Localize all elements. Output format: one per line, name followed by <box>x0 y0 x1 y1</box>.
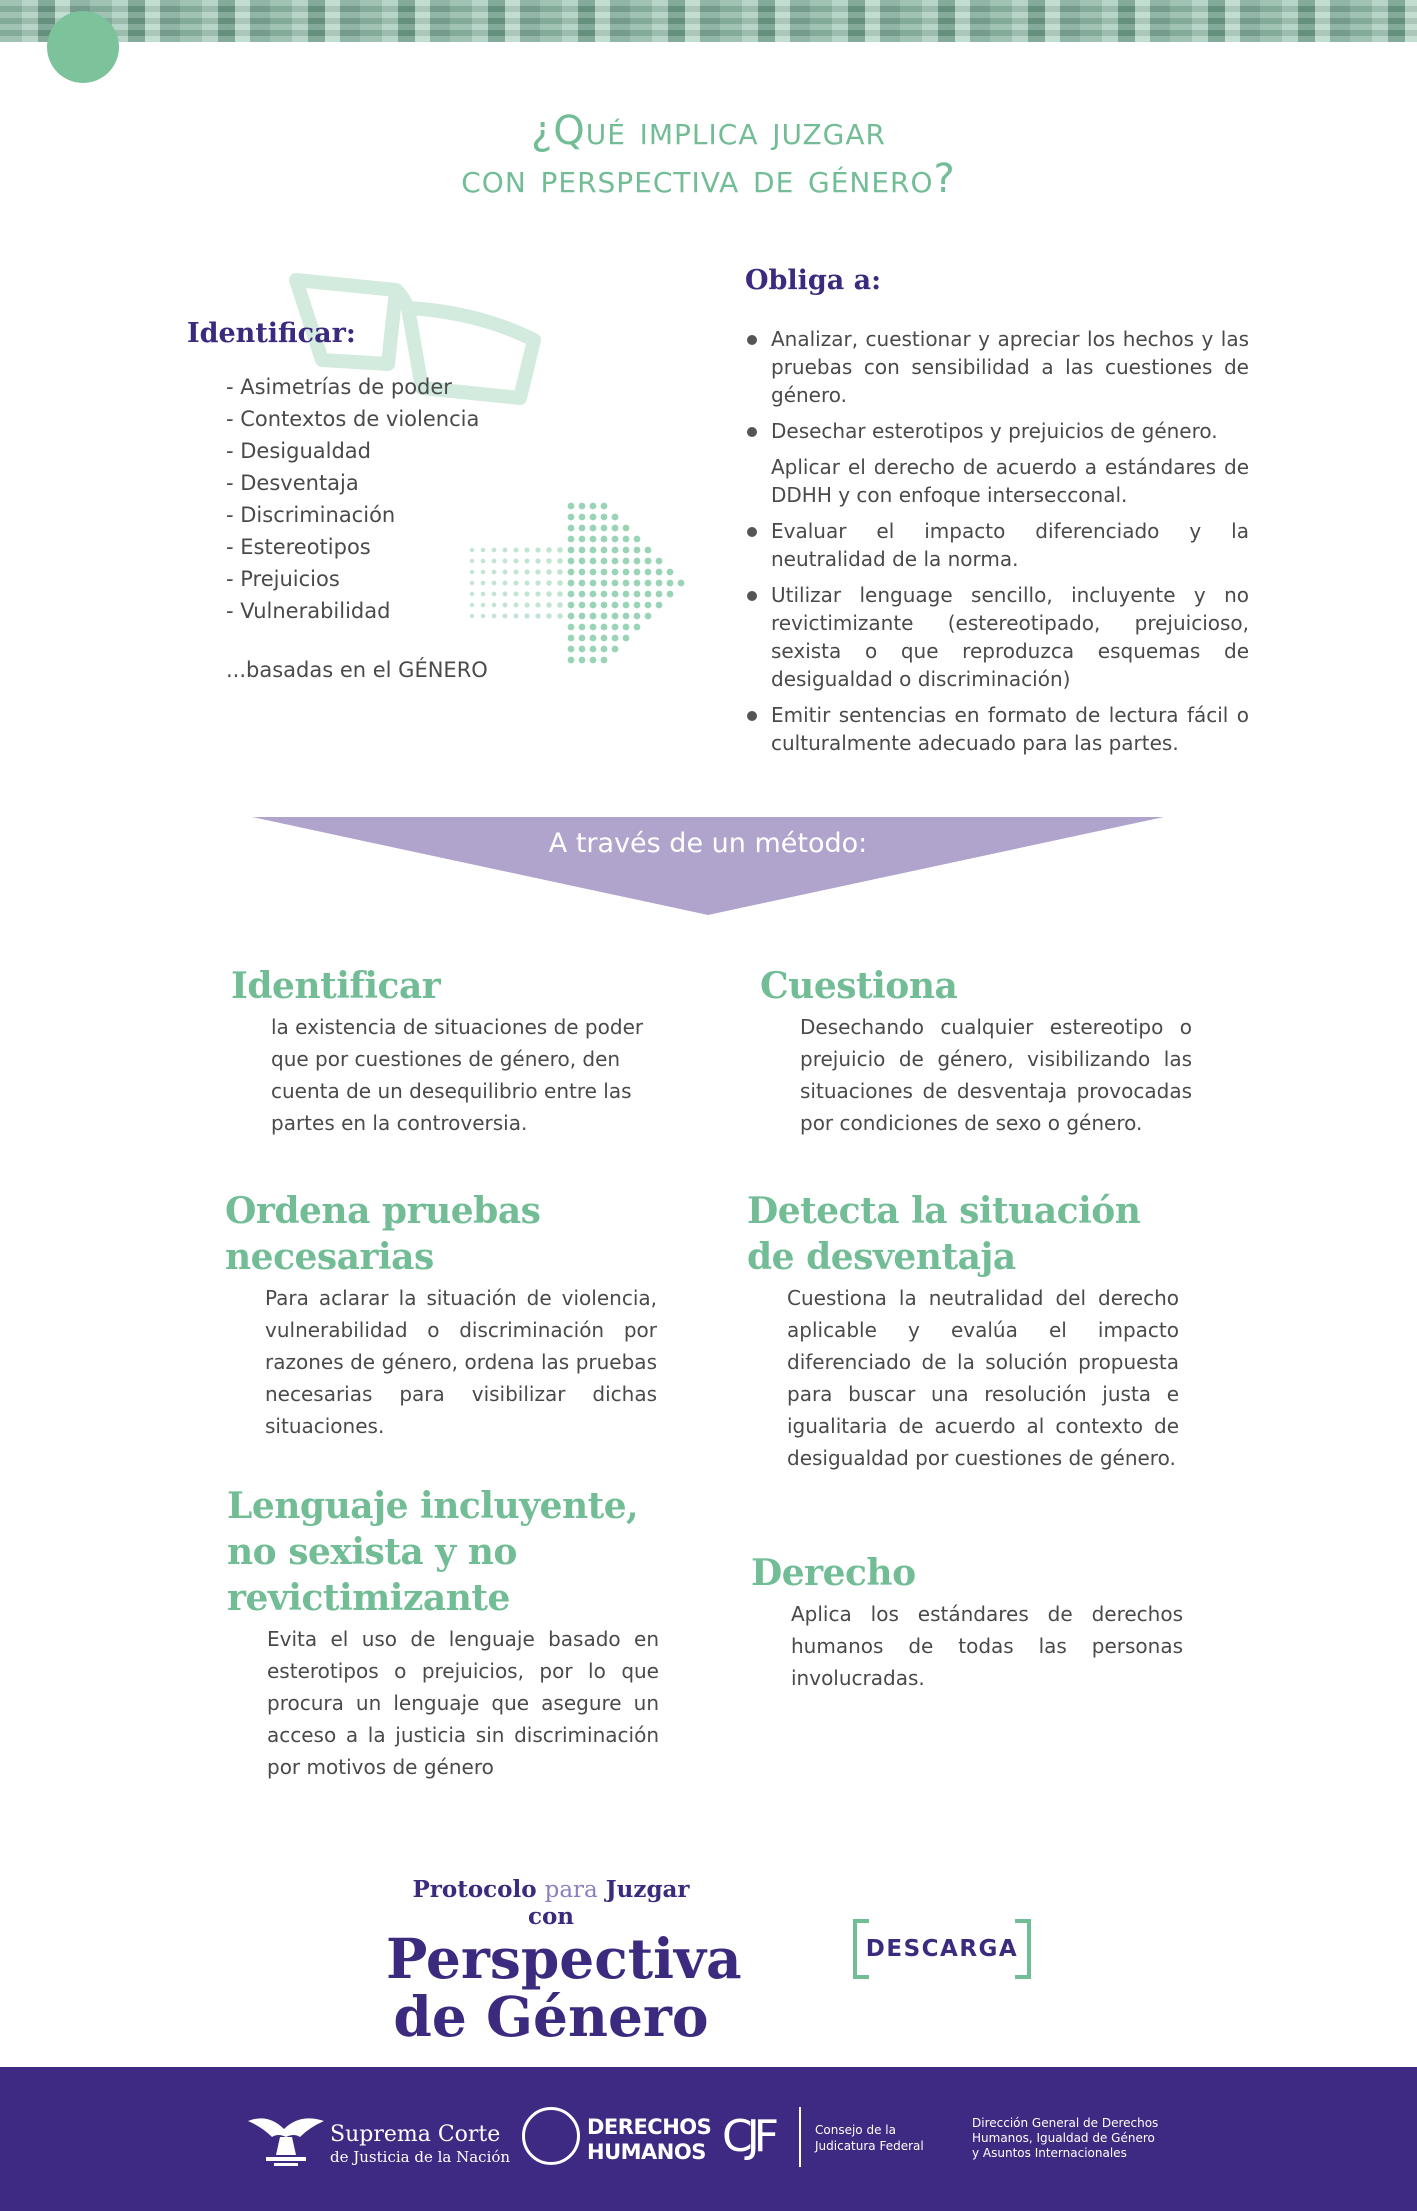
title-line-1: ¿Qué implica juzgar <box>531 108 886 154</box>
list-item: Emitir sentencias en formato de lectura fácil o culturalmente adecuado para las partes. <box>744 701 1249 757</box>
dg-label-3: y Asuntos Internacionales <box>972 2146 1127 2160</box>
list-item: - Prejuicios <box>226 567 340 591</box>
list-item: Utilizar lenguage sencillo, incluyente y no revictimizante (estereotipado, prejuicioso, sexista o que reproduzca esquemas de desigualdad o discriminación) <box>744 581 1249 693</box>
list-item: Aplicar el derecho de acuerdo a estándares de DDHH y con enfoque intersecconal. <box>771 455 1249 507</box>
step-title: Ordena pruebas necesarias <box>225 1190 541 1278</box>
obliges-heading: Obliga a: <box>745 265 882 296</box>
list-item: - Contextos de violencia <box>226 407 480 431</box>
step-law <box>751 1550 1183 1694</box>
step-text: Cuestiona la neutralidad del derecho aplicable y evalúa el impacto diferenciado de la solución propuesta para buscar una resolución justa e igualitaria de acuerdo al contexto de desigualdad por cuestiones de género. <box>787 1286 1179 1470</box>
step-language <box>227 1483 659 1783</box>
step-title: Derecho <box>751 1552 916 1594</box>
page-title <box>0 108 1417 202</box>
dotted-arrow-icon <box>466 498 696 668</box>
step-title: Cuestiona <box>760 965 958 1007</box>
step-question <box>760 963 1192 1139</box>
scjn-name-sub: de Justicia de la Nación <box>330 2148 511 2166</box>
header-photo-strip <box>0 0 1417 42</box>
scjn-eagle-icon <box>244 2107 328 2169</box>
step-text: Para aclarar la situación de violencia, vulnerabilidad o discriminación por razones de género, ordena las pruebas necesarias para visibilizar dichas situaciones. <box>265 1286 657 1438</box>
list-item: Evaluar el impacto diferenciado y la neutralidad de la norma. <box>744 517 1249 573</box>
list-item: - Vulnerabilidad <box>226 599 391 623</box>
identify-suffix: ...basadas en el GÉNERO <box>226 658 488 682</box>
step-text: Desechando cualquier estereotipo o prejuicio de género, visibilizando las situaciones de desventaja provocadas por condiciones de sexo o género. <box>800 1015 1192 1135</box>
step-title: Identificar <box>231 965 441 1007</box>
protocol-subtitle: Protocolo para Juzgar con <box>412 1876 690 1930</box>
step-title: Detecta la situación de desventaja <box>747 1190 1141 1278</box>
list-item: Desechar esterotipos y prejuicios de género. <box>744 417 1249 445</box>
list-item: Analizar, cuestionar y apreciar los hechos y las pruebas con sensibilidad a las cuestiones de género. <box>744 325 1249 409</box>
title-line-2: con perspectiva de género? <box>461 156 956 202</box>
cjf-label-1: Consejo de la <box>815 2123 896 2137</box>
dg-label-1: Dirección General de Derechos <box>972 2116 1159 2130</box>
step-identify <box>231 963 661 1139</box>
decorative-circle <box>47 11 119 83</box>
dh-label-1: DERECHOS <box>587 2115 712 2139</box>
step-text: la existencia de situaciones de poder que por cuestiones de género, den cuenta de un desequilibrio entre las partes en la controversia. <box>271 1015 644 1135</box>
step-evidence <box>225 1188 657 1442</box>
step-text: Evita el uso de lenguaje basado en esterotipos o prejuicios, por lo que procura un lenguaje que asegure un acceso a la justicia sin discriminación por motivos de género <box>267 1627 659 1779</box>
dg-label-2: Humanos, Igualdad de Género <box>972 2131 1155 2145</box>
step-title: Lenguaje incluyente, no sexista y no revictimizante <box>227 1485 639 1619</box>
step-text: Aplica los estándares de derechos humanos de todas las personas involucradas. <box>791 1602 1183 1690</box>
human-rights-hands-icon <box>522 2107 580 2165</box>
dh-label-2: HUMANOS <box>587 2140 706 2164</box>
download-label: DESCARGA <box>865 1936 1019 1962</box>
protocol-big-line-1: Perspectiva <box>386 1926 742 1991</box>
obliges-list <box>744 325 1249 765</box>
cjf-divider <box>799 2107 801 2167</box>
protocol-big-line-2: de Género <box>393 1984 709 2049</box>
list-item: - Desigualdad <box>226 439 371 463</box>
list-item: - Discriminación <box>226 503 396 527</box>
scjn-name: Suprema Corte <box>330 2122 501 2147</box>
list-item: - Asimetrías de poder <box>226 375 452 399</box>
list-item: - Estereotipos <box>226 535 371 559</box>
cjf-label-2: Judicatura Federal <box>815 2139 924 2153</box>
footer <box>0 2067 1417 2211</box>
identify-heading: Identificar: <box>187 318 356 349</box>
step-disadvantage <box>747 1188 1179 1474</box>
download-button[interactable] <box>853 1919 1031 1979</box>
cjf-logo: CJF <box>722 2111 774 2162</box>
method-label: A través de un método: <box>548 828 868 859</box>
protocol-title <box>386 1876 742 2049</box>
list-item: - Desventaja <box>226 471 359 495</box>
identify-list <box>226 371 479 627</box>
